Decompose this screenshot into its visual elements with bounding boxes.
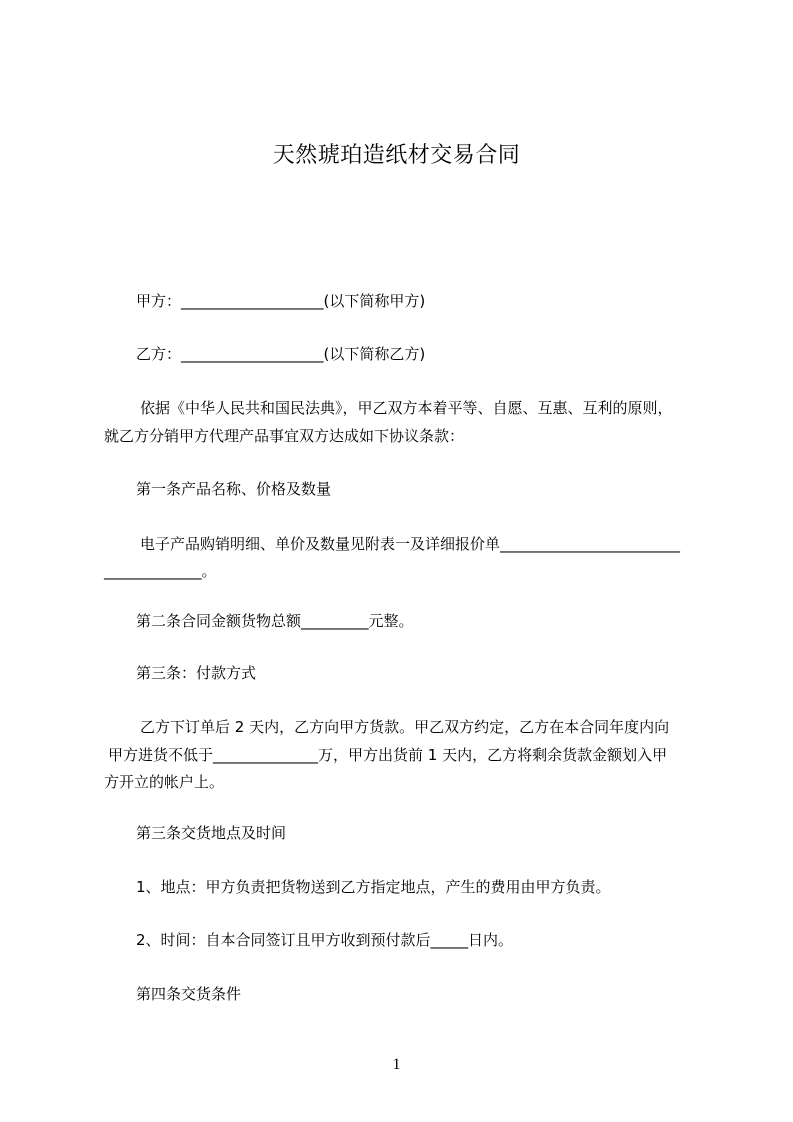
article-4-heading: 第四条交货条件 — [136, 985, 242, 1003]
payment-text-line-1: 乙方下订单后 2 天内，乙方向甲方货款。甲乙双方约定，乙方在本合同年度内向 — [140, 718, 670, 736]
page-number: 1 — [392, 1056, 401, 1073]
payment-text-line-3: 方开立的帐户上。 — [104, 773, 225, 791]
article-2-text: 第二条合同金额货物总额_________元整。 — [136, 612, 414, 630]
delivery-heading: 第三条交货地点及时间 — [136, 824, 287, 842]
preamble-line-1: 依据《中华人民共和国民法典》，甲乙双方本着平等、自愿、互惠、互利的原则， — [140, 399, 673, 417]
delivery-time-text: 2、时间：自本合同签订且甲方收到预付款后_____日内。 — [136, 931, 514, 949]
document-title: 天然琥珀造纸材交易合同 — [272, 143, 521, 168]
payment-text-line-2: 甲方进货不低于______________万，甲方出货前 1 天内，乙方将剩余货款金额划入甲 — [108, 746, 668, 764]
article-3-heading: 第三条：付款方式 — [136, 664, 257, 682]
party-a-line: 甲方：___________________(以下简称甲方) — [136, 292, 426, 310]
article-1-text-line-1: 电子产品购销明细、单价及数量见附表一及详细报价单________________________ — [140, 535, 681, 553]
preamble-line-2: 就乙方分销甲方代理产品事宜双方达成如下协议条款： — [104, 427, 465, 445]
party-b-line: 乙方：___________________(以下简称乙方) — [136, 345, 426, 363]
article-1-text-line-2: _____________。 — [104, 562, 217, 580]
article-1-heading: 第一条产品名称、价格及数量 — [136, 480, 332, 498]
delivery-location-text: 1、地点：甲方负责把货物送到乙方指定地点，产生的费用由甲方负责。 — [136, 878, 611, 896]
